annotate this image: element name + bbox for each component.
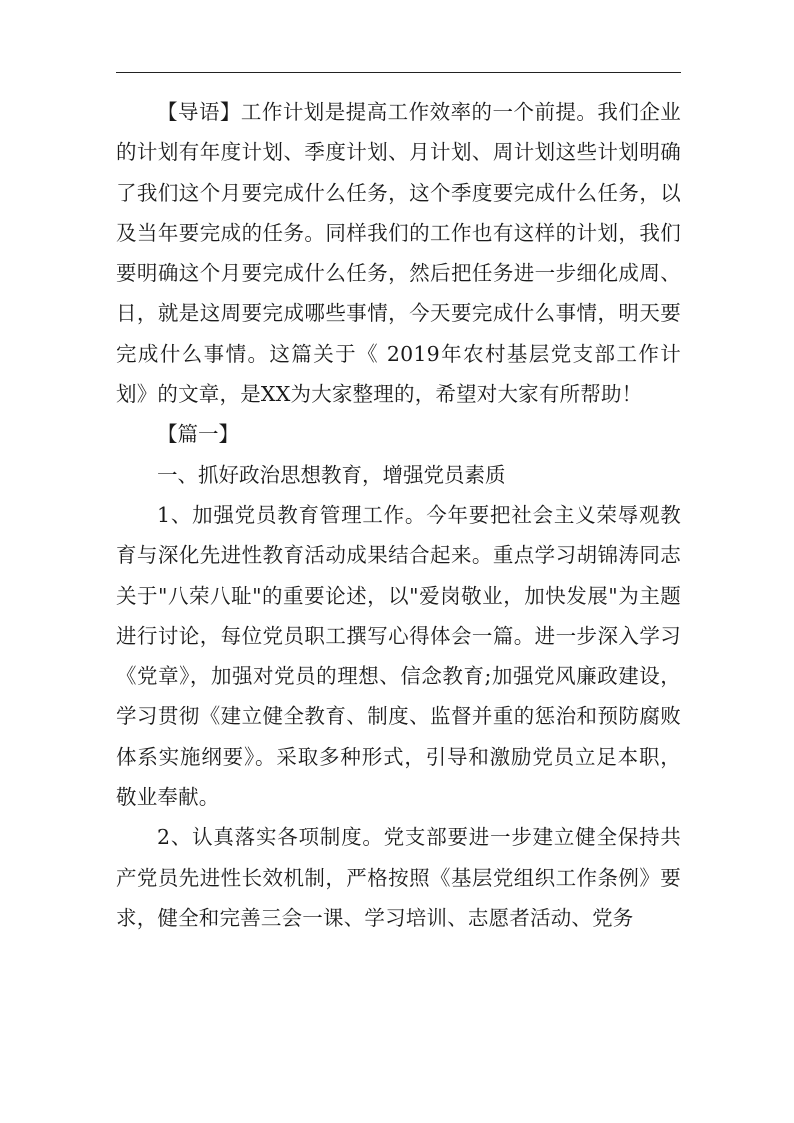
item-2-paragraph: 2、认真落实各项制度。党支部要进一步建立健全保持共产党员先进性长效机制，严格按照《基层党组织工作条例》要求，健全和完善三会一课、学习培训、志愿者活动、党务 [116,825,681,930]
item-1-paragraph: 1、加强党员教育管理工作。今年要把社会主义荣辱观教育与深化先进性教育活动成果结合起来。重点学习胡锦涛同志关于"八荣八耻"的重要论述，以"爱岗敬业，加快发展"为主题进行讨论，每位党员职工撰写心得体会一篇。进一步深入学习《党章》，加强对党员的理想、信念教育;加强党风廉政建设，学习贯彻《建立健全教育、制度、监督并重的惩治和预防腐败体系实施纲要》。采取多种形式，引导和激励党员立足本职，敬业奉献。 [116,502,681,810]
section-heading: 一、抓好政治思想教育，增强党员素质 [157,462,506,487]
part-title: 【篇一】 [157,422,239,447]
document-body [116,92,681,938]
header-rule [116,72,681,73]
intro-paragraph: 【导语】工作计划是提高工作效率的一个前提。我们企业的计划有年度计划、季度计划、月计划、周计划这些计划明确了我们这个月要完成什么任务，这个季度要完成什么任务，以及当年要完成的任务。同样我们的工作也有这样的计划，我们要明确这个月要完成什么任务，然后把任务进一步细化成周、日，就是这周要完成哪些事情，今天要完成什么事情，明天要完成什么事情。这篇关于《 2019年农村基层党支部工作计划》的文章，是XX为大家整理的，希望对大家有所帮助！ [116,100,681,407]
